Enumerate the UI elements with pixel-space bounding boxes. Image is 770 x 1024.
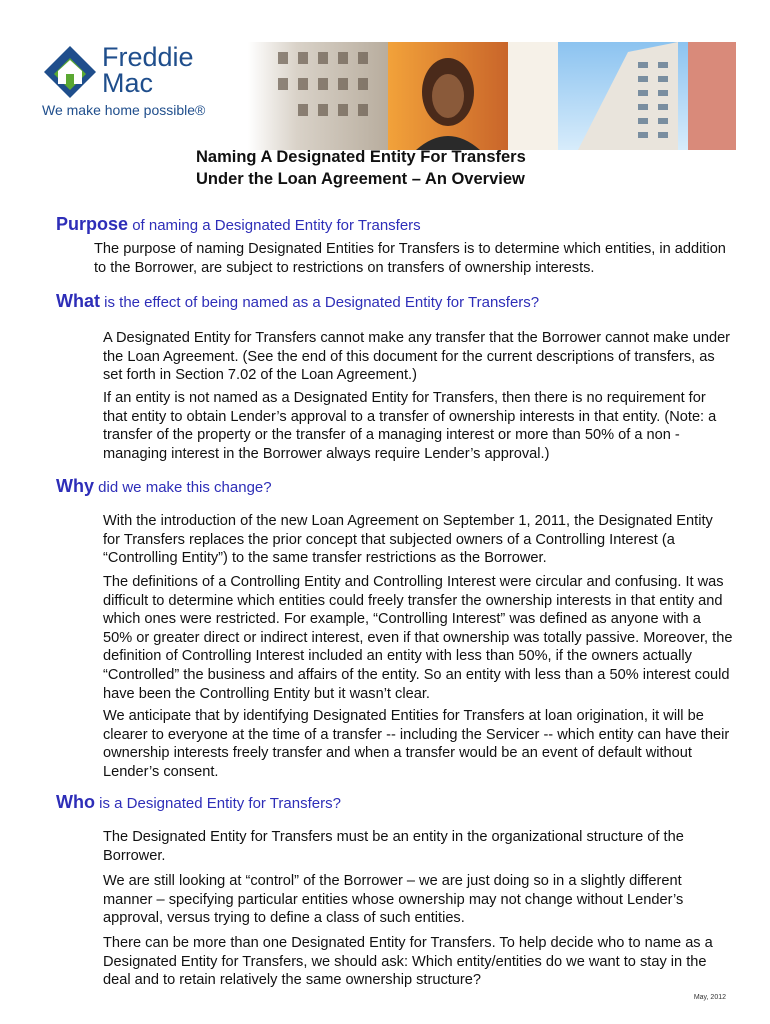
why-paragraph-2: The definitions of a Controlling Entity and Controlling Interest were circular and confusing. It was difficult to determine which entities could freely transfer the ownership interests in that entity and which ones were restricted. For example, “Controlling Interest” was defined as anyone with a 50% or greater direct or indirect interest, even if that ownership was totally passive. Moreover, the definition of Controlling Interest included an entity with less than 50%, if the owners actually “Controlled” the business and affairs of the entity. So an entity with less than a 50% interest could have been the Controlling Entity but it wasn’t clear. (103, 574, 733, 702)
heading-purpose-keyword: Purpose (56, 214, 129, 234)
what-paragraph-1: A Designated Entity for Transfers cannot make any transfer that the Borrower cannot make under the Loan Agreement. (See the end of this document for the current descriptions of transfers, as set forth in Section 7.02 of the Loan Agreement.) (103, 330, 731, 384)
house-logo-icon (42, 44, 98, 100)
why-paragraph-3: We anticipate that by identifying Designated Entities for Transfers at loan origination, it will be clearer to everyone at the time of a transfer -- including the Servicer -- which entity can have their ownership interests freely transfer and when a transfer would be an event of default without Lender’s consent. (103, 708, 730, 780)
heading-who-rest: is a Designated Entity for Transfers? (94, 795, 341, 812)
why-paragraph-1: With the introduction of the new Loan Agreement on September 1, 2011, the Designated Entity for Transfers replaces the prior concept that subjected owners of a Controlling Interest (a “Controlling Entity”) to the same transfer restrictions as the Borrower. (103, 513, 713, 567)
heading-what-rest: is the effect of being named as a Designated Entity for Transfers? (100, 294, 540, 311)
purpose-paragraph-1: The purpose of naming Designated Entities for Transfers is to determine which entities, in addition to the Borrower, are subject to restrictions on transfers of ownership interests. (94, 241, 726, 276)
heading-who (56, 792, 341, 813)
heading-who-keyword: Who (56, 792, 95, 812)
who-paragraph-3: There can be more than one Designated Entity for Transfers. To help decide who to name as a Designated Entity for Transfers, we should ask: Which entity/entities do we want to stay in the deal and to retain relatively the same ownership structure? (103, 935, 713, 989)
footer-date: May, 2012 (693, 994, 726, 1001)
logo-wordmark (102, 44, 194, 96)
heading-purpose-rest: of naming a Designated Entity for Transfers (128, 217, 421, 234)
freddie-mac-logo (42, 42, 206, 124)
document-title (196, 146, 616, 190)
who-paragraph-2: We are still looking at “control” of the Borrower – we are just doing so in a slightly different manner – specifying particular entities whose ownership may not change without Lender’s approval, versus trying to define a class of such entities. (103, 873, 684, 927)
heading-why-rest: did we make this change? (94, 479, 272, 496)
heading-why (56, 476, 272, 497)
title-line2: Under the Loan Agreement – An Overview (196, 170, 525, 188)
header-photo-collage (248, 42, 736, 150)
heading-what (56, 291, 539, 312)
logo-name-line2: Mac (102, 68, 154, 98)
logo-tagline: We make home possible® (42, 102, 206, 118)
title-line1: Naming A Designated Entity For Transfers (196, 148, 526, 166)
what-paragraph-2: If an entity is not named as a Designated Entity for Transfers, then there is no requirement for that entity to obtain Lender’s approval to a transfer of ownership interests in that entity. (Note: a transfer of the property or the transfer of a managing interest or more than 50% of a non - managing interest in the Borrower always require Lender’s approval.) (103, 390, 717, 462)
heading-why-keyword: Why (56, 476, 94, 496)
heading-what-keyword: What (56, 291, 100, 311)
heading-purpose (56, 214, 421, 235)
logo-name-line1: Freddie (102, 42, 194, 72)
who-paragraph-1: The Designated Entity for Transfers must be an entity in the organizational structure of the Borrower. (103, 829, 684, 864)
